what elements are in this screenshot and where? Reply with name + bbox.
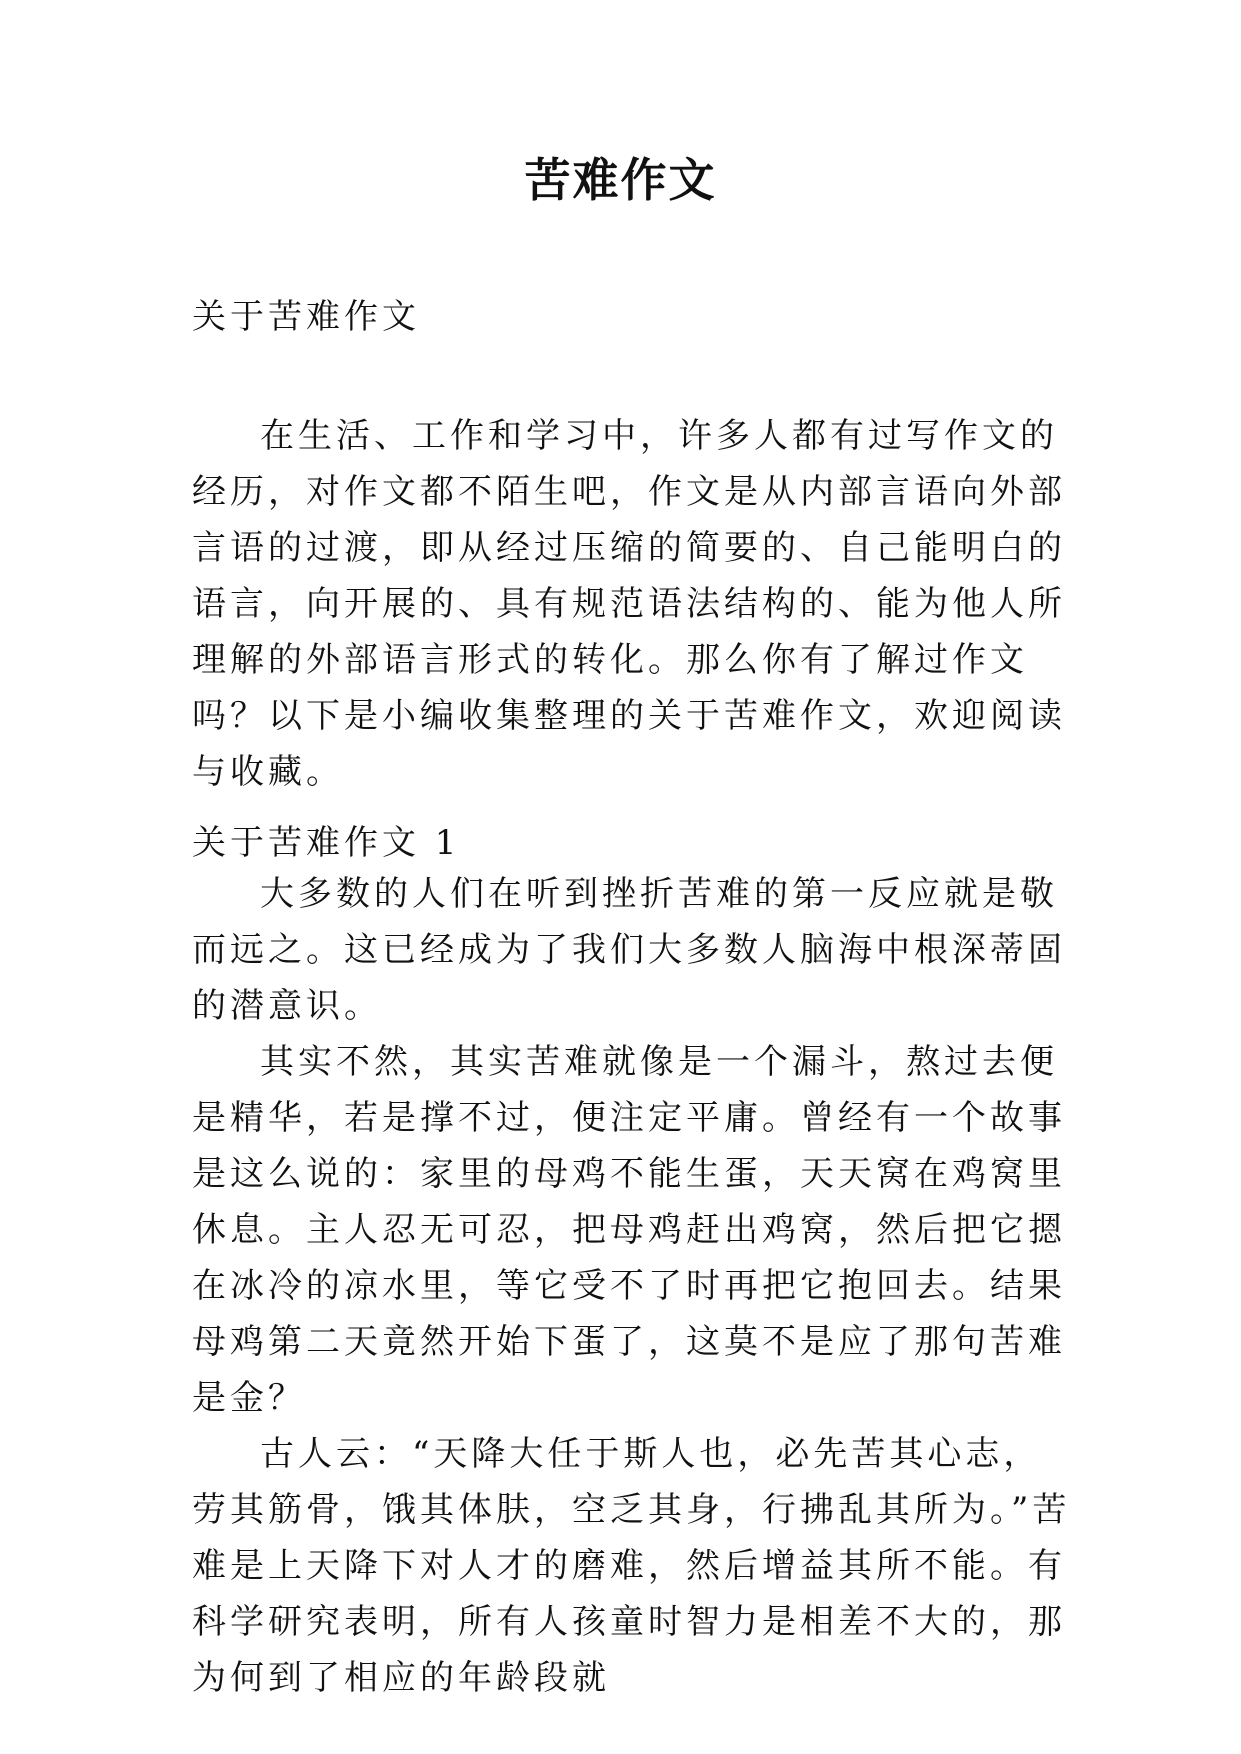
body-paragraph: 古人云：“天降大任于斯人也，必先苦其心志，劳其筋骨，饿其体肤，空乏其身，行拂乱其所为。”苦难是上天降下对人才的磨难，然后增益其所不能。有科学研究表明，所有人孩童时智力是相差不大的，那为何到了相应的年龄段就 [192, 1434, 1071, 1698]
section-body [192, 866, 1072, 1706]
intro-paragraph: 在生活、工作和学习中，许多人都有过写作文的经历，对作文都不陌生吧，作文是从内部言语向外部言语的过渡，即从经过压缩的简要的、自己能明白的语言，向开展的、具有规范语法结构的、能为他人所理解的外部语言形式的转化。那么你有了解过作文吗？以下是小编收集整理的关于苦难作文，欢迎阅读与收藏。 [192, 416, 1066, 792]
body-paragraph: 大多数的人们在听到挫折苦难的第一反应就是敬而远之。这已经成为了我们大多数人脑海中根深蒂固的潜意识。 [192, 874, 1066, 1026]
document-subtitle: 关于苦难作文 [192, 297, 420, 337]
document-title: 苦难作文 [524, 153, 717, 207]
body-paragraph: 其实不然，其实苦难就像是一个漏斗，熬过去便是精华，若是撑不过，便注定平庸。曾经有一个故事是这么说的：家里的母鸡不能生蛋，天天窝在鸡窝里休息。主人忍无可忍，把母鸡赶出鸡窝，然后把它摁在冰冷的凉水里，等它受不了时再把它抱回去。结果母鸡第二天竟然开始下蛋了，这莫不是应了那句苦难是金？ [192, 1042, 1066, 1418]
section-heading: 关于苦难作文 1 [192, 823, 461, 863]
